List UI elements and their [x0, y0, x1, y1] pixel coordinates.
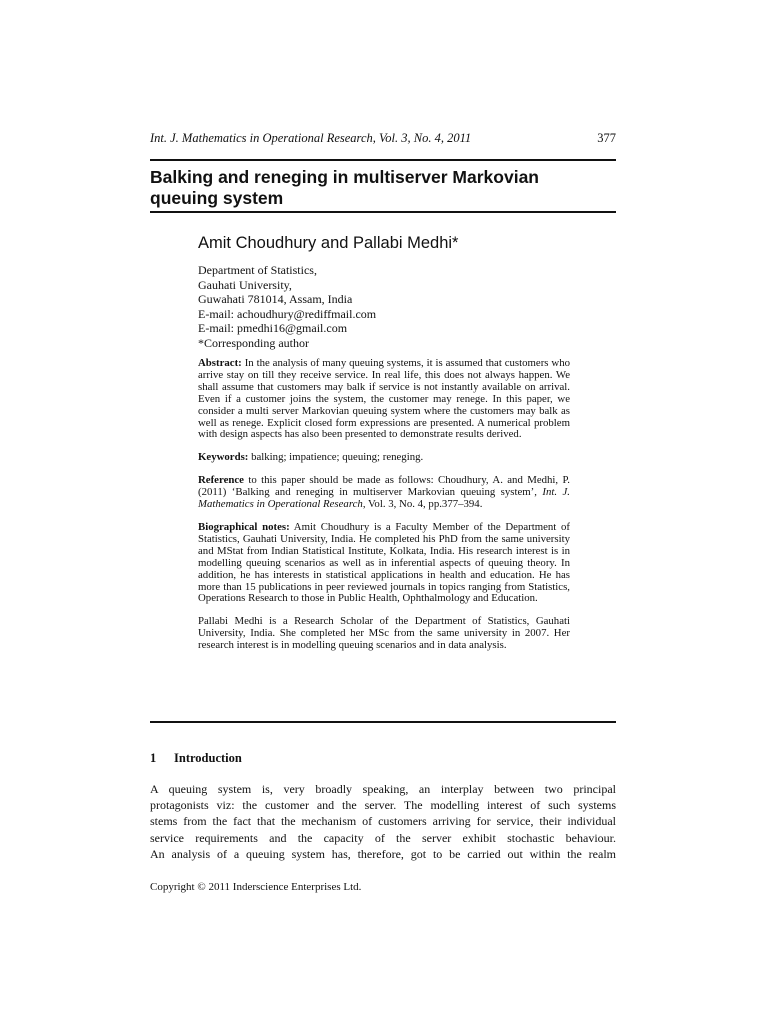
reference-text-end: , Vol. 3, No. 4, pp.377–394.	[362, 498, 483, 511]
abstract-label: Abstract:	[198, 357, 242, 369]
body-line: stems from the fact that the mechanism of customers arriving for service, their individual	[150, 814, 616, 829]
reference-journal: Int. J. Mathematics in Operational Research	[198, 486, 571, 511]
running-header	[150, 131, 616, 146]
biographical-notes-2: Pallabi Medhi is a Research Scholar of the Department of Statistics, Gauhati University, India. She completed her MSc from the same university in 2007. Her research interest is in modelling queuing scenarios and in data analysis.	[198, 615, 570, 652]
affiliation-address: Guwahati 781014, Assam, India	[198, 292, 353, 306]
bio-text-1: Amit Choudhury is a Faculty Member of the Department of Statistics, Gauhati University, India. He completed his PhD from the same university and MStat from Indian Statistical Institute, Kolkata, India. His research interest is in modelling queuing scenarios as well as in inferential aspects of queuing theory. In addition, he has interests in statistical applications in health and education. He has more than 15 publications in peer reviewed journals in topics ranging from Statistics, Operations Research to those in Public Health, Ophthalmology and Education.	[198, 520, 570, 605]
biographical-notes	[198, 522, 570, 605]
front-matter-bottom-rule	[150, 721, 616, 723]
author-names: Amit Choudhury and Pallabi Medhi*	[198, 234, 459, 252]
body-line: service requirements and the capacity of the server exhibit stochastic behaviour.	[150, 830, 616, 845]
introduction-text	[150, 781, 616, 862]
affiliation-email-2: E-mail: pmedhi16@gmail.com	[198, 321, 348, 335]
section-title: Introduction	[174, 751, 242, 765]
copyright-notice: Copyright © 2011 Inderscience Enterprises Ltd.	[150, 881, 362, 893]
section-number: 1	[150, 751, 157, 765]
affiliation-university: Gauhati University,	[198, 277, 292, 292]
journal-citation: Int. J. Mathematics in Operational Research, Vol. 3, No. 4, 2011	[150, 131, 472, 145]
reference-note	[198, 475, 570, 511]
body-line: protagonists viz: the customer and the server. The modelling interest of such systems	[150, 798, 616, 813]
abstract-text: In the analysis of many queuing systems, it is assumed that customers who arrive stay on till they receive service. In real life, this does not always happen. We shall assume that customers may balk if service is not instantly available on arrival. Even if a customer joins the system, the customer may renege. In this paper, we consider a multi server Markovian queuing system where the customers may balk as well as renege. Explicit closed form expressions are presented. A numerical problem with design aspects has also been presented to demonstrate results derived.	[198, 357, 571, 441]
abstract	[198, 358, 570, 441]
affiliation-email-1: E-mail: achoudhury@rediffmail.com	[198, 306, 377, 321]
reference-label: Reference	[198, 474, 244, 487]
body-line: A queuing system is, very broadly speaking, an interplay between two principal	[150, 782, 616, 796]
keywords	[198, 452, 570, 464]
page-number: 377	[597, 131, 616, 145]
bio-label: Biographical notes:	[198, 520, 290, 533]
body-line: An analysis of a queuing system has, therefore, got to be carried out within the realm	[150, 846, 616, 861]
keywords-text: balking; impatience; queuing; reneging.	[251, 451, 424, 464]
section-heading	[150, 751, 242, 766]
title-line-1: Balking and reneging in multiserver Markovian	[150, 167, 539, 187]
title-bottom-rule	[150, 211, 616, 213]
reference-text: to this paper should be made as follows: Choudhury, A. and Medhi, P. (2011) ‘Balking and reneging in multiserver Markovian queuing system’,	[198, 474, 570, 499]
paper-title	[150, 167, 616, 209]
title-top-rule	[150, 159, 616, 161]
keywords-label: Keywords:	[198, 451, 249, 464]
affiliation-block	[198, 263, 570, 350]
front-matter	[198, 233, 570, 663]
title-line-2: queuing system	[150, 188, 284, 208]
corresponding-author-note: *Corresponding author	[198, 335, 309, 350]
affiliation-department: Department of Statistics,	[198, 263, 317, 277]
